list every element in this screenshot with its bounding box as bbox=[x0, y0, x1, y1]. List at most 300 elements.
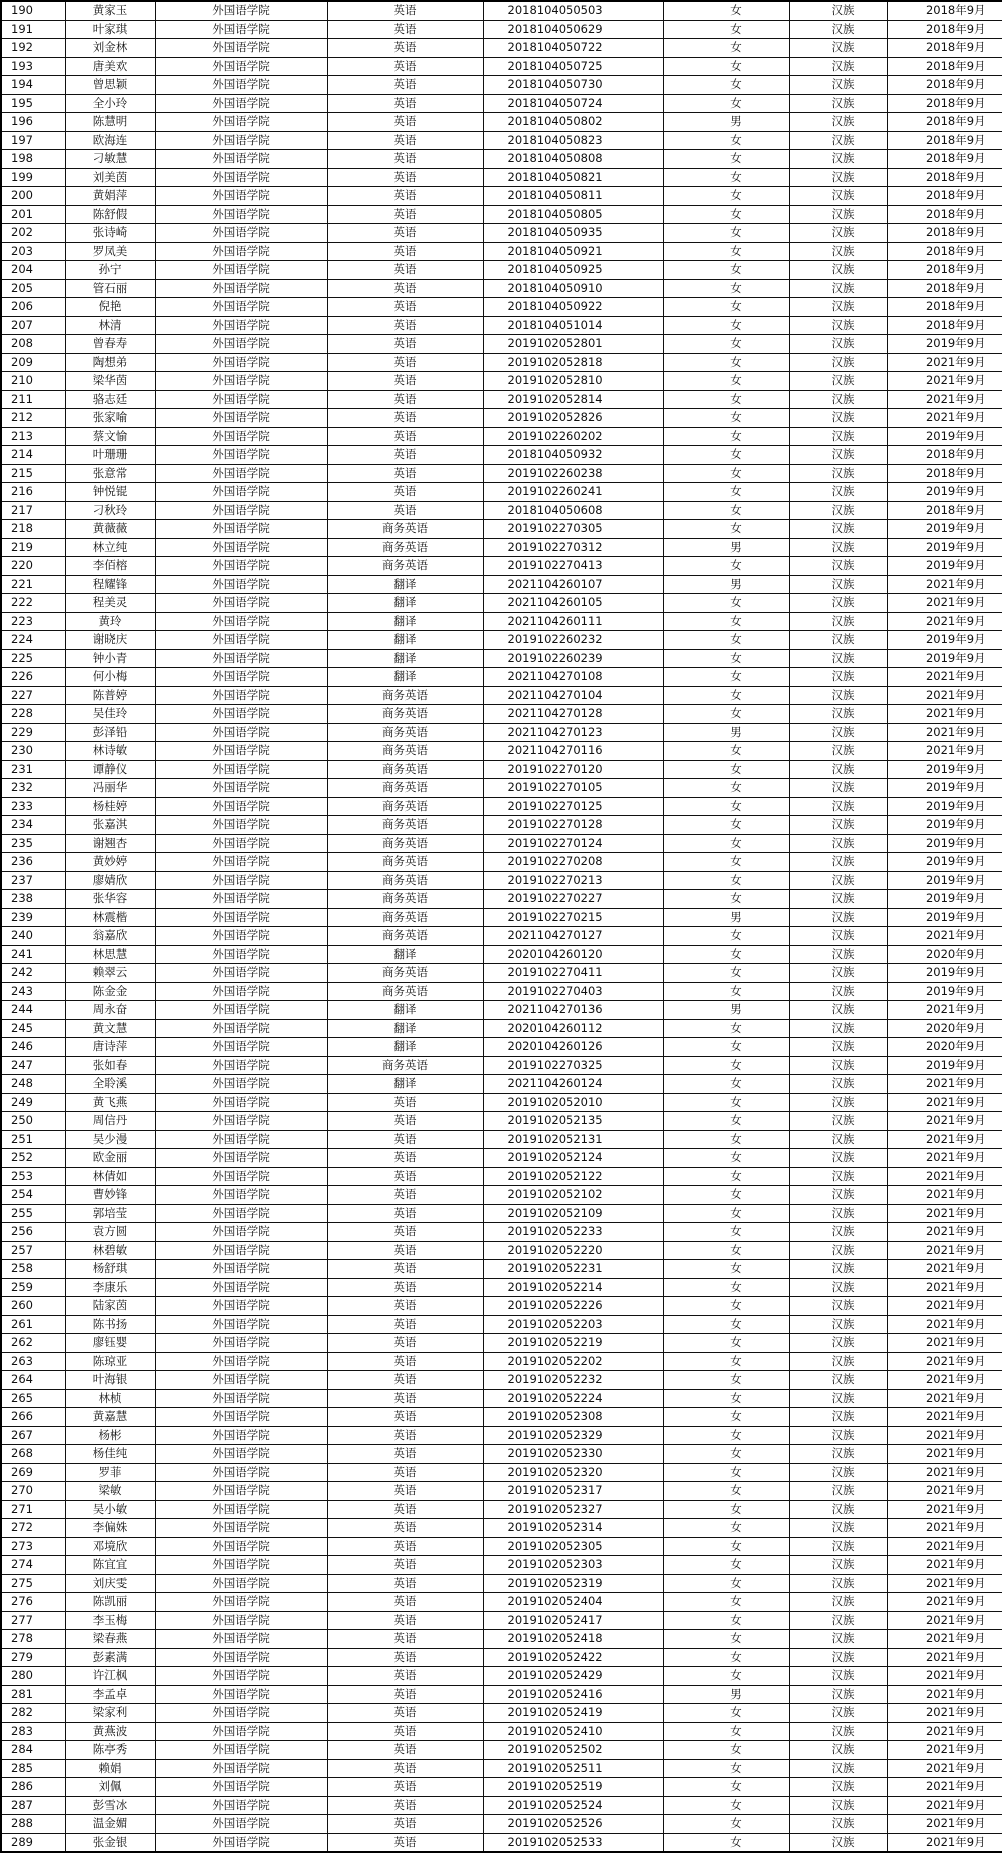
cell-student-id: 2021104270127 bbox=[483, 927, 663, 946]
cell-row-index: 235 bbox=[1, 834, 65, 853]
cell-student-id: 2018104050608 bbox=[483, 501, 663, 520]
cell-enrollment-date: 2021年9月 bbox=[887, 1001, 1002, 1020]
table-row bbox=[1, 1722, 1002, 1741]
cell-college: 外国语学院 bbox=[155, 1297, 327, 1316]
cell-college: 外国语学院 bbox=[155, 1556, 327, 1575]
cell-gender: 女 bbox=[663, 964, 789, 983]
cell-gender: 女 bbox=[663, 1704, 789, 1723]
cell-student-name: 林碧敏 bbox=[65, 1241, 155, 1260]
cell-enrollment-date: 2021年9月 bbox=[887, 1112, 1002, 1131]
cell-college: 外国语学院 bbox=[155, 168, 327, 187]
cell-enrollment-date: 2021年9月 bbox=[887, 1352, 1002, 1371]
cell-enrollment-date: 2019年9月 bbox=[887, 982, 1002, 1001]
cell-enrollment-date: 2021年9月 bbox=[887, 1371, 1002, 1390]
cell-student-id: 2019102052233 bbox=[483, 1223, 663, 1242]
table-row bbox=[1, 1519, 1002, 1538]
cell-ethnicity: 汉族 bbox=[789, 594, 887, 613]
cell-student-name: 林桢 bbox=[65, 1389, 155, 1408]
cell-student-id: 2019102052826 bbox=[483, 409, 663, 428]
table-row bbox=[1, 131, 1002, 150]
table-row bbox=[1, 1648, 1002, 1667]
cell-enrollment-date: 2018年9月 bbox=[887, 1, 1002, 20]
cell-college: 外国语学院 bbox=[155, 1352, 327, 1371]
cell-enrollment-date: 2021年9月 bbox=[887, 668, 1002, 687]
cell-enrollment-date: 2021年9月 bbox=[887, 1463, 1002, 1482]
cell-gender: 女 bbox=[663, 76, 789, 95]
cell-ethnicity: 汉族 bbox=[789, 945, 887, 964]
cell-student-id: 2018104050629 bbox=[483, 20, 663, 39]
cell-gender: 女 bbox=[663, 1278, 789, 1297]
cell-student-id: 2020104260120 bbox=[483, 945, 663, 964]
cell-student-name: 刘金林 bbox=[65, 39, 155, 58]
cell-gender: 女 bbox=[663, 1334, 789, 1353]
cell-ethnicity: 汉族 bbox=[789, 1500, 887, 1519]
cell-enrollment-date: 2021年9月 bbox=[887, 1593, 1002, 1612]
cell-student-name: 冯丽华 bbox=[65, 779, 155, 798]
cell-major: 英语 bbox=[327, 1759, 483, 1778]
cell-college: 外国语学院 bbox=[155, 57, 327, 76]
cell-ethnicity: 汉族 bbox=[789, 1, 887, 20]
cell-major: 英语 bbox=[327, 1648, 483, 1667]
cell-row-index: 241 bbox=[1, 945, 65, 964]
cell-row-index: 228 bbox=[1, 705, 65, 724]
cell-major: 商务英语 bbox=[327, 538, 483, 557]
cell-student-name: 钟小青 bbox=[65, 649, 155, 668]
cell-enrollment-date: 2018年9月 bbox=[887, 20, 1002, 39]
cell-row-index: 224 bbox=[1, 631, 65, 650]
cell-gender: 女 bbox=[663, 353, 789, 372]
cell-ethnicity: 汉族 bbox=[789, 964, 887, 983]
cell-gender: 女 bbox=[663, 1149, 789, 1168]
cell-student-name: 陈琼亚 bbox=[65, 1352, 155, 1371]
cell-student-id: 2019102052109 bbox=[483, 1204, 663, 1223]
cell-enrollment-date: 2018年9月 bbox=[887, 113, 1002, 132]
cell-row-index: 262 bbox=[1, 1334, 65, 1353]
table-row bbox=[1, 483, 1002, 502]
cell-student-id: 2019102052317 bbox=[483, 1482, 663, 1501]
cell-college: 外国语学院 bbox=[155, 427, 327, 446]
cell-student-name: 周信丹 bbox=[65, 1112, 155, 1131]
cell-major: 商务英语 bbox=[327, 982, 483, 1001]
cell-student-name: 张意常 bbox=[65, 464, 155, 483]
cell-ethnicity: 汉族 bbox=[789, 612, 887, 631]
cell-student-name: 全聆溪 bbox=[65, 1075, 155, 1094]
cell-student-name: 何小梅 bbox=[65, 668, 155, 687]
cell-major: 英语 bbox=[327, 1223, 483, 1242]
cell-row-index: 261 bbox=[1, 1315, 65, 1334]
cell-row-index: 226 bbox=[1, 668, 65, 687]
cell-student-name: 谭静仪 bbox=[65, 760, 155, 779]
cell-college: 外国语学院 bbox=[155, 575, 327, 594]
cell-college: 外国语学院 bbox=[155, 1685, 327, 1704]
cell-student-name: 刘美茵 bbox=[65, 168, 155, 187]
cell-ethnicity: 汉族 bbox=[789, 1241, 887, 1260]
cell-major: 英语 bbox=[327, 1630, 483, 1649]
cell-student-id: 2019102270208 bbox=[483, 853, 663, 872]
table-row bbox=[1, 1815, 1002, 1834]
cell-ethnicity: 汉族 bbox=[789, 261, 887, 280]
cell-major: 英语 bbox=[327, 1389, 483, 1408]
cell-ethnicity: 汉族 bbox=[789, 1315, 887, 1334]
cell-college: 外国语学院 bbox=[155, 1056, 327, 1075]
cell-major: 英语 bbox=[327, 1149, 483, 1168]
table-row bbox=[1, 631, 1002, 650]
cell-student-id: 2019102260202 bbox=[483, 427, 663, 446]
cell-enrollment-date: 2021年9月 bbox=[887, 1685, 1002, 1704]
cell-student-id: 2018104051014 bbox=[483, 316, 663, 335]
cell-row-index: 202 bbox=[1, 224, 65, 243]
cell-gender: 女 bbox=[663, 1112, 789, 1131]
cell-major: 商务英语 bbox=[327, 520, 483, 539]
cell-enrollment-date: 2021年9月 bbox=[887, 1796, 1002, 1815]
cell-college: 外国语学院 bbox=[155, 1260, 327, 1279]
cell-student-id: 2018104050503 bbox=[483, 1, 663, 20]
cell-gender: 女 bbox=[663, 1574, 789, 1593]
cell-row-index: 214 bbox=[1, 446, 65, 465]
cell-gender: 女 bbox=[663, 20, 789, 39]
cell-enrollment-date: 2021年9月 bbox=[887, 1389, 1002, 1408]
table-row bbox=[1, 113, 1002, 132]
cell-major: 商务英语 bbox=[327, 890, 483, 909]
cell-ethnicity: 汉族 bbox=[789, 520, 887, 539]
cell-student-name: 彭雪冰 bbox=[65, 1796, 155, 1815]
cell-ethnicity: 汉族 bbox=[789, 668, 887, 687]
cell-student-id: 2018104050932 bbox=[483, 446, 663, 465]
cell-ethnicity: 汉族 bbox=[789, 890, 887, 909]
cell-student-id: 2021104270104 bbox=[483, 686, 663, 705]
cell-college: 外国语学院 bbox=[155, 131, 327, 150]
table-row bbox=[1, 1593, 1002, 1612]
table-row bbox=[1, 1334, 1002, 1353]
cell-ethnicity: 汉族 bbox=[789, 76, 887, 95]
cell-major: 英语 bbox=[327, 150, 483, 169]
cell-row-index: 289 bbox=[1, 1833, 65, 1852]
cell-student-name: 罗菲 bbox=[65, 1463, 155, 1482]
cell-enrollment-date: 2018年9月 bbox=[887, 168, 1002, 187]
cell-ethnicity: 汉族 bbox=[789, 464, 887, 483]
table-row bbox=[1, 1741, 1002, 1760]
cell-gender: 女 bbox=[663, 927, 789, 946]
cell-row-index: 249 bbox=[1, 1093, 65, 1112]
cell-gender: 女 bbox=[663, 1796, 789, 1815]
cell-enrollment-date: 2021年9月 bbox=[887, 1075, 1002, 1094]
cell-major: 英语 bbox=[327, 1112, 483, 1131]
cell-row-index: 221 bbox=[1, 575, 65, 594]
table-row bbox=[1, 1685, 1002, 1704]
cell-college: 外国语学院 bbox=[155, 298, 327, 317]
cell-major: 英语 bbox=[327, 1315, 483, 1334]
cell-gender: 女 bbox=[663, 1130, 789, 1149]
cell-college: 外国语学院 bbox=[155, 853, 327, 872]
cell-student-name: 张华容 bbox=[65, 890, 155, 909]
table-row bbox=[1, 1278, 1002, 1297]
cell-enrollment-date: 2018年9月 bbox=[887, 298, 1002, 317]
table-row bbox=[1, 1796, 1002, 1815]
cell-major: 英语 bbox=[327, 1278, 483, 1297]
cell-enrollment-date: 2019年9月 bbox=[887, 649, 1002, 668]
cell-college: 外国语学院 bbox=[155, 224, 327, 243]
cell-row-index: 199 bbox=[1, 168, 65, 187]
cell-row-index: 286 bbox=[1, 1778, 65, 1797]
cell-gender: 女 bbox=[663, 1260, 789, 1279]
cell-college: 外国语学院 bbox=[155, 242, 327, 261]
cell-student-id: 2020104260126 bbox=[483, 1038, 663, 1057]
table-row bbox=[1, 279, 1002, 298]
cell-college: 外国语学院 bbox=[155, 1759, 327, 1778]
cell-student-name: 张诗崎 bbox=[65, 224, 155, 243]
cell-major: 英语 bbox=[327, 57, 483, 76]
cell-college: 外国语学院 bbox=[155, 446, 327, 465]
cell-enrollment-date: 2021年9月 bbox=[887, 723, 1002, 742]
cell-row-index: 274 bbox=[1, 1556, 65, 1575]
cell-major: 英语 bbox=[327, 353, 483, 372]
cell-student-name: 刘庆雯 bbox=[65, 1574, 155, 1593]
cell-ethnicity: 汉族 bbox=[789, 1112, 887, 1131]
cell-row-index: 225 bbox=[1, 649, 65, 668]
cell-college: 外国语学院 bbox=[155, 1500, 327, 1519]
cell-student-id: 2019102052418 bbox=[483, 1630, 663, 1649]
cell-row-index: 267 bbox=[1, 1426, 65, 1445]
cell-student-id: 2018104050722 bbox=[483, 39, 663, 58]
cell-gender: 女 bbox=[663, 631, 789, 650]
cell-ethnicity: 汉族 bbox=[789, 1796, 887, 1815]
cell-major: 英语 bbox=[327, 205, 483, 224]
cell-gender: 女 bbox=[663, 1426, 789, 1445]
cell-major: 翻译 bbox=[327, 594, 483, 613]
cell-enrollment-date: 2018年9月 bbox=[887, 464, 1002, 483]
cell-enrollment-date: 2019年9月 bbox=[887, 797, 1002, 816]
cell-gender: 女 bbox=[663, 1741, 789, 1760]
table-row bbox=[1, 1704, 1002, 1723]
cell-college: 外国语学院 bbox=[155, 372, 327, 391]
cell-college: 外国语学院 bbox=[155, 501, 327, 520]
cell-enrollment-date: 2021年9月 bbox=[887, 1648, 1002, 1667]
table-row bbox=[1, 205, 1002, 224]
cell-student-id: 2021104270123 bbox=[483, 723, 663, 742]
cell-college: 外国语学院 bbox=[155, 1463, 327, 1482]
cell-student-id: 2018104050921 bbox=[483, 242, 663, 261]
cell-row-index: 200 bbox=[1, 187, 65, 206]
cell-enrollment-date: 2021年9月 bbox=[887, 1741, 1002, 1760]
cell-college: 外国语学院 bbox=[155, 279, 327, 298]
cell-ethnicity: 汉族 bbox=[789, 1075, 887, 1094]
cell-college: 外国语学院 bbox=[155, 1278, 327, 1297]
cell-enrollment-date: 2021年9月 bbox=[887, 1093, 1002, 1112]
cell-enrollment-date: 2020年9月 bbox=[887, 1019, 1002, 1038]
cell-student-name: 黄燕波 bbox=[65, 1722, 155, 1741]
cell-college: 外国语学院 bbox=[155, 390, 327, 409]
cell-enrollment-date: 2019年9月 bbox=[887, 816, 1002, 835]
cell-gender: 男 bbox=[663, 723, 789, 742]
cell-ethnicity: 汉族 bbox=[789, 1537, 887, 1556]
table-row bbox=[1, 261, 1002, 280]
cell-student-name: 吴少漫 bbox=[65, 1130, 155, 1149]
cell-ethnicity: 汉族 bbox=[789, 501, 887, 520]
table-row bbox=[1, 742, 1002, 761]
cell-gender: 女 bbox=[663, 483, 789, 502]
cell-student-id: 2019102270227 bbox=[483, 890, 663, 909]
cell-college: 外国语学院 bbox=[155, 816, 327, 835]
table-row bbox=[1, 1537, 1002, 1556]
cell-gender: 女 bbox=[663, 279, 789, 298]
cell-enrollment-date: 2021年9月 bbox=[887, 1278, 1002, 1297]
cell-enrollment-date: 2021年9月 bbox=[887, 1149, 1002, 1168]
cell-student-id: 2019102270215 bbox=[483, 908, 663, 927]
cell-enrollment-date: 2019年9月 bbox=[887, 890, 1002, 909]
cell-row-index: 260 bbox=[1, 1297, 65, 1316]
cell-row-index: 232 bbox=[1, 779, 65, 798]
cell-major: 翻译 bbox=[327, 668, 483, 687]
cell-college: 外国语学院 bbox=[155, 1796, 327, 1815]
cell-college: 外国语学院 bbox=[155, 908, 327, 927]
cell-row-index: 243 bbox=[1, 982, 65, 1001]
cell-college: 外国语学院 bbox=[155, 409, 327, 428]
cell-ethnicity: 汉族 bbox=[789, 131, 887, 150]
cell-major: 英语 bbox=[327, 1611, 483, 1630]
table-row bbox=[1, 168, 1002, 187]
cell-ethnicity: 汉族 bbox=[789, 1833, 887, 1852]
cell-student-name: 曾春寿 bbox=[65, 335, 155, 354]
cell-student-name: 陈舒假 bbox=[65, 205, 155, 224]
cell-college: 外国语学院 bbox=[155, 1574, 327, 1593]
cell-student-id: 2019102052329 bbox=[483, 1426, 663, 1445]
cell-row-index: 236 bbox=[1, 853, 65, 872]
cell-student-name: 陈书扬 bbox=[65, 1315, 155, 1334]
table-row bbox=[1, 1426, 1002, 1445]
cell-enrollment-date: 2018年9月 bbox=[887, 57, 1002, 76]
cell-student-id: 2019102270413 bbox=[483, 557, 663, 576]
cell-row-index: 263 bbox=[1, 1352, 65, 1371]
cell-gender: 女 bbox=[663, 1056, 789, 1075]
cell-enrollment-date: 2021年9月 bbox=[887, 409, 1002, 428]
cell-college: 外国语学院 bbox=[155, 538, 327, 557]
cell-row-index: 285 bbox=[1, 1759, 65, 1778]
cell-major: 英语 bbox=[327, 1, 483, 20]
cell-major: 商务英语 bbox=[327, 1056, 483, 1075]
cell-row-index: 215 bbox=[1, 464, 65, 483]
cell-college: 外国语学院 bbox=[155, 668, 327, 687]
cell-gender: 女 bbox=[663, 1297, 789, 1316]
cell-gender: 女 bbox=[663, 187, 789, 206]
cell-student-id: 2019102260239 bbox=[483, 649, 663, 668]
cell-major: 英语 bbox=[327, 1371, 483, 1390]
cell-college: 外国语学院 bbox=[155, 1482, 327, 1501]
cell-major: 英语 bbox=[327, 131, 483, 150]
cell-major: 英语 bbox=[327, 372, 483, 391]
cell-enrollment-date: 2021年9月 bbox=[887, 927, 1002, 946]
table-row bbox=[1, 427, 1002, 446]
cell-student-name: 周永奋 bbox=[65, 1001, 155, 1020]
cell-gender: 女 bbox=[663, 1186, 789, 1205]
cell-row-index: 284 bbox=[1, 1741, 65, 1760]
cell-college: 外国语学院 bbox=[155, 1019, 327, 1038]
cell-ethnicity: 汉族 bbox=[789, 1648, 887, 1667]
cell-row-index: 247 bbox=[1, 1056, 65, 1075]
cell-student-id: 2019102052410 bbox=[483, 1722, 663, 1741]
cell-student-name: 李偏姝 bbox=[65, 1519, 155, 1538]
cell-student-id: 2019102052801 bbox=[483, 335, 663, 354]
cell-gender: 男 bbox=[663, 538, 789, 557]
cell-row-index: 216 bbox=[1, 483, 65, 502]
cell-row-index: 252 bbox=[1, 1149, 65, 1168]
cell-student-name: 叶珊珊 bbox=[65, 446, 155, 465]
cell-row-index: 277 bbox=[1, 1611, 65, 1630]
cell-major: 英语 bbox=[327, 1186, 483, 1205]
cell-ethnicity: 汉族 bbox=[789, 1685, 887, 1704]
cell-gender: 女 bbox=[663, 1722, 789, 1741]
cell-student-id: 2019102270120 bbox=[483, 760, 663, 779]
cell-ethnicity: 汉族 bbox=[789, 1297, 887, 1316]
cell-row-index: 194 bbox=[1, 76, 65, 95]
cell-student-id: 2019102052232 bbox=[483, 1371, 663, 1390]
cell-student-name: 吴佳玲 bbox=[65, 705, 155, 724]
cell-ethnicity: 汉族 bbox=[789, 1278, 887, 1297]
cell-ethnicity: 汉族 bbox=[789, 94, 887, 113]
cell-row-index: 229 bbox=[1, 723, 65, 742]
cell-gender: 女 bbox=[663, 446, 789, 465]
cell-ethnicity: 汉族 bbox=[789, 372, 887, 391]
cell-major: 商务英语 bbox=[327, 908, 483, 927]
cell-enrollment-date: 2018年9月 bbox=[887, 76, 1002, 95]
cell-enrollment-date: 2021年9月 bbox=[887, 1574, 1002, 1593]
cell-enrollment-date: 2021年9月 bbox=[887, 1815, 1002, 1834]
cell-gender: 女 bbox=[663, 1315, 789, 1334]
cell-student-name: 黄家玉 bbox=[65, 1, 155, 20]
cell-college: 外国语学院 bbox=[155, 649, 327, 668]
cell-college: 外国语学院 bbox=[155, 945, 327, 964]
cell-student-name: 彭素满 bbox=[65, 1648, 155, 1667]
table-row bbox=[1, 446, 1002, 465]
cell-college: 外国语学院 bbox=[155, 1038, 327, 1057]
cell-student-name: 袁方圆 bbox=[65, 1223, 155, 1242]
cell-college: 外国语学院 bbox=[155, 871, 327, 890]
cell-gender: 女 bbox=[663, 797, 789, 816]
table-row bbox=[1, 1778, 1002, 1797]
cell-student-name: 倪艳 bbox=[65, 298, 155, 317]
cell-major: 英语 bbox=[327, 390, 483, 409]
cell-major: 英语 bbox=[327, 224, 483, 243]
cell-major: 英语 bbox=[327, 94, 483, 113]
table-row bbox=[1, 816, 1002, 835]
cell-gender: 女 bbox=[663, 705, 789, 724]
cell-major: 商务英语 bbox=[327, 779, 483, 798]
cell-gender: 女 bbox=[663, 261, 789, 280]
cell-enrollment-date: 2021年9月 bbox=[887, 1130, 1002, 1149]
cell-gender: 女 bbox=[663, 557, 789, 576]
cell-enrollment-date: 2021年9月 bbox=[887, 1186, 1002, 1205]
cell-row-index: 223 bbox=[1, 612, 65, 631]
cell-college: 外国语学院 bbox=[155, 1093, 327, 1112]
table-row bbox=[1, 557, 1002, 576]
cell-major: 英语 bbox=[327, 1426, 483, 1445]
table-row bbox=[1, 298, 1002, 317]
cell-student-name: 黄薇薇 bbox=[65, 520, 155, 539]
table-row bbox=[1, 57, 1002, 76]
table-row bbox=[1, 1075, 1002, 1094]
cell-row-index: 212 bbox=[1, 409, 65, 428]
cell-enrollment-date: 2018年9月 bbox=[887, 261, 1002, 280]
cell-row-index: 253 bbox=[1, 1167, 65, 1186]
cell-enrollment-date: 2021年9月 bbox=[887, 1667, 1002, 1686]
cell-college: 外国语学院 bbox=[155, 187, 327, 206]
cell-row-index: 213 bbox=[1, 427, 65, 446]
cell-ethnicity: 汉族 bbox=[789, 1759, 887, 1778]
table-row bbox=[1, 538, 1002, 557]
cell-gender: 女 bbox=[663, 1075, 789, 1094]
cell-major: 商务英语 bbox=[327, 742, 483, 761]
table-row bbox=[1, 1389, 1002, 1408]
cell-major: 英语 bbox=[327, 1093, 483, 1112]
